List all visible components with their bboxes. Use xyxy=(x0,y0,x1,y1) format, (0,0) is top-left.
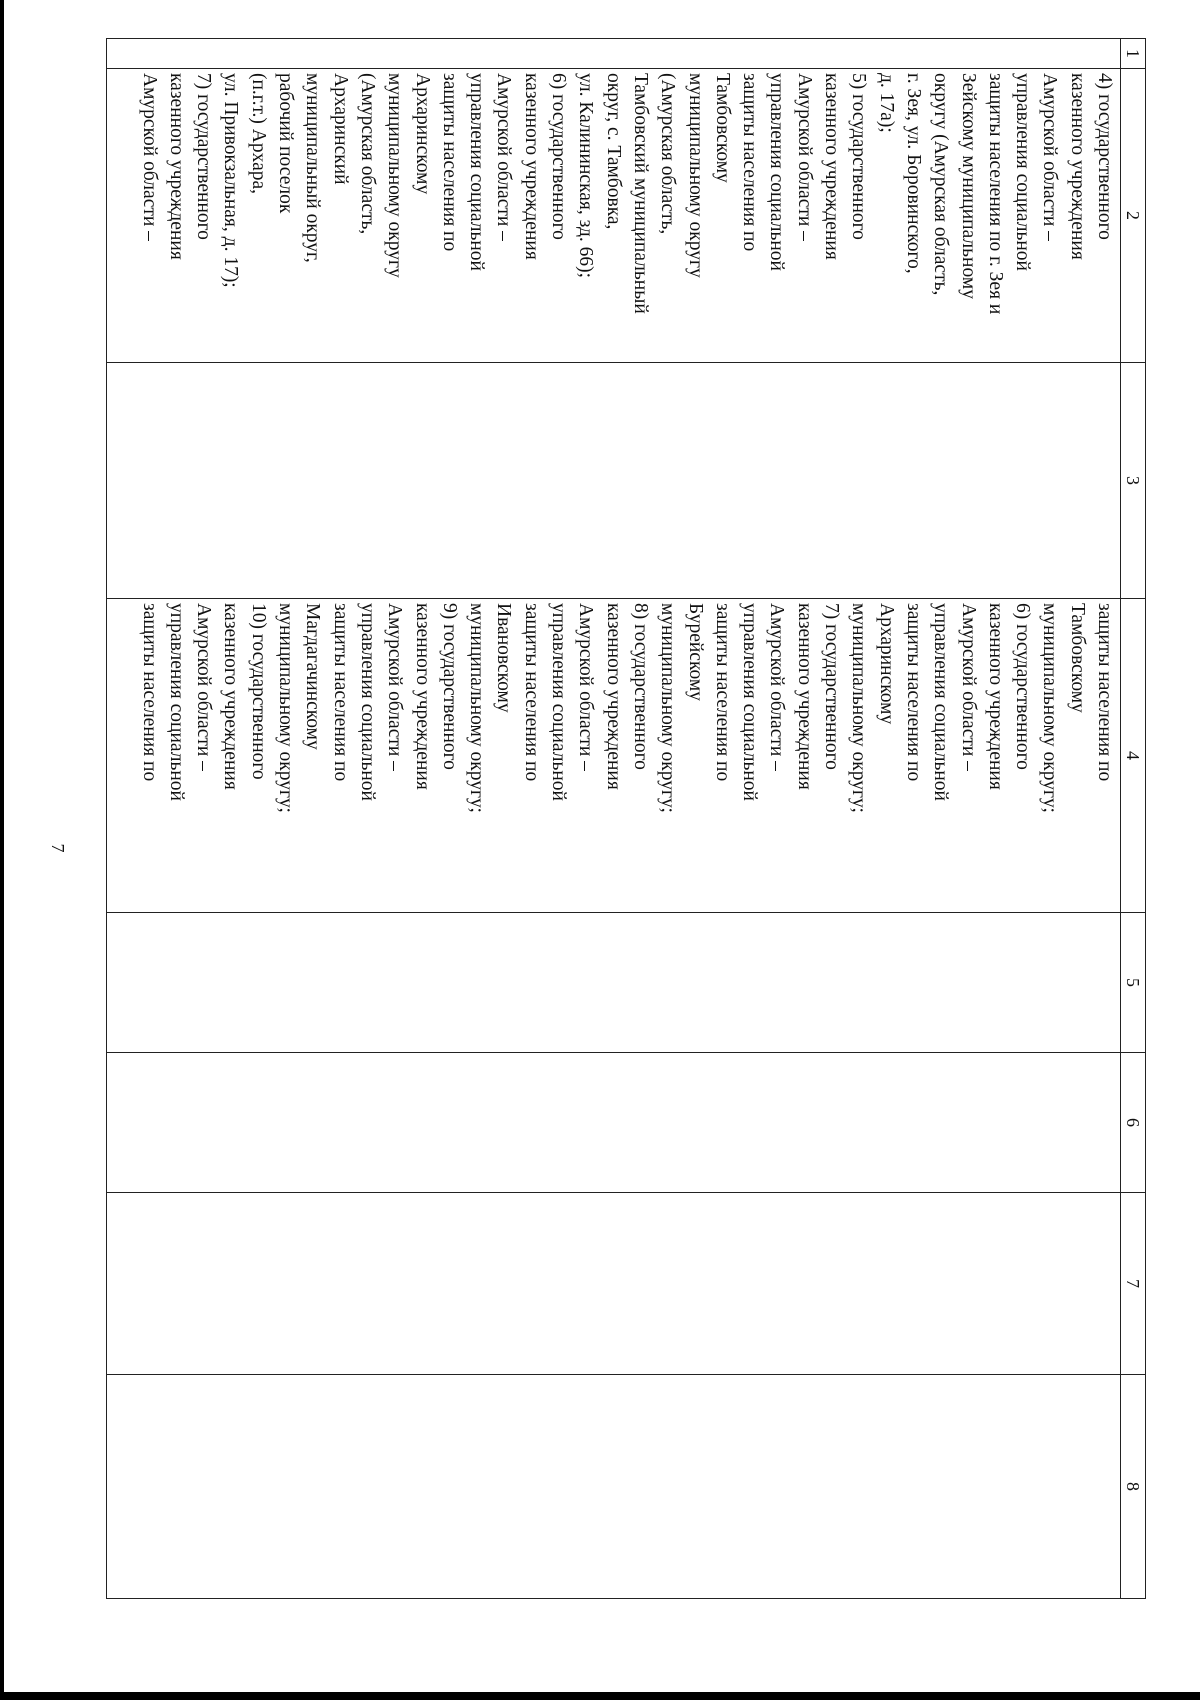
column-header-3: 3 xyxy=(1121,363,1146,599)
column-header-7: 7 xyxy=(1121,1193,1146,1375)
cell-col-6 xyxy=(107,1053,1121,1193)
cell-col-5 xyxy=(107,913,1121,1053)
cell-text-col-1 xyxy=(1118,43,1120,64)
column-header-6: 6 xyxy=(1121,1053,1146,1193)
document-table xyxy=(106,38,1146,1599)
cell-text-col-6 xyxy=(1118,1057,1120,1188)
column-header-8: 8 xyxy=(1121,1375,1146,1599)
column-header-5: 5 xyxy=(1121,913,1146,1053)
cell-col-8 xyxy=(107,1375,1121,1599)
cell-text-col-7 xyxy=(1118,1197,1120,1370)
page-number: 7 xyxy=(48,843,68,853)
cell-col-1 xyxy=(107,39,1121,69)
table-header-row xyxy=(1121,39,1146,1599)
cell-col-4 xyxy=(107,599,1121,913)
cell-col-2 xyxy=(107,69,1121,363)
cell-text-col-2: 4) государственного казенного учреждения Амурской области – управления социальной защиты населения по г. Зея и Зейскому муниципальному округу (Амурская область, г. Зея, ул. Боровинского, д. 17а); 5) государственного казенного учреждения Амурской области – управления социальной защиты населения по Тамбовскому муниципальному округу (Амурская область, Тамбовский муниципальный округ, с. Тамбовка, ул. Калининская, зд. 66); 6) государственного казенного учреждения Амурской области – управления социальной защиты населения по Архаринскому муниципальному округу (Амурская область, Архаринский муниципальный округ, рабочий поселок (п.г.т.) Архара, ул. Привокзальная, д. 17); 7) государственного казенного учреждения Амурской области – xyxy=(138,73,1115,315)
column-header-4: 4 xyxy=(1121,599,1146,913)
cell-col-7 xyxy=(107,1193,1121,1375)
cell-text-col-8 xyxy=(1118,1379,1120,1594)
document-table-rotated xyxy=(106,38,1146,1598)
cell-text-col-3 xyxy=(1118,367,1120,594)
column-header-1: 1 xyxy=(1121,39,1146,69)
cell-text-col-5 xyxy=(1118,917,1120,1048)
cell-text-col-4: защиты населения по Тамбовскому муниципальному округу; 6) государственного казенного учреждения Амурской области – управления социальной защиты населения по Архаринскому муниципальному округу; 7) государственного казенного учреждения Амурской области – управления социальной защиты населения по Бурейскому муниципальному округу; 8) государственного казенного учреждения Амурской области – управления социальной защиты населения по Ивановскому муниципальному округу; 9) государственного казенного учреждения Амурской области – управления социальной защиты населения по Магдагачинскому муниципальному округу; 10) государственного казенного учреждения Амурской области – управления социальной защиты населения по xyxy=(138,603,1115,813)
column-header-2: 2 xyxy=(1121,69,1146,363)
table-row xyxy=(107,39,1121,1599)
cell-col-3 xyxy=(107,363,1121,599)
